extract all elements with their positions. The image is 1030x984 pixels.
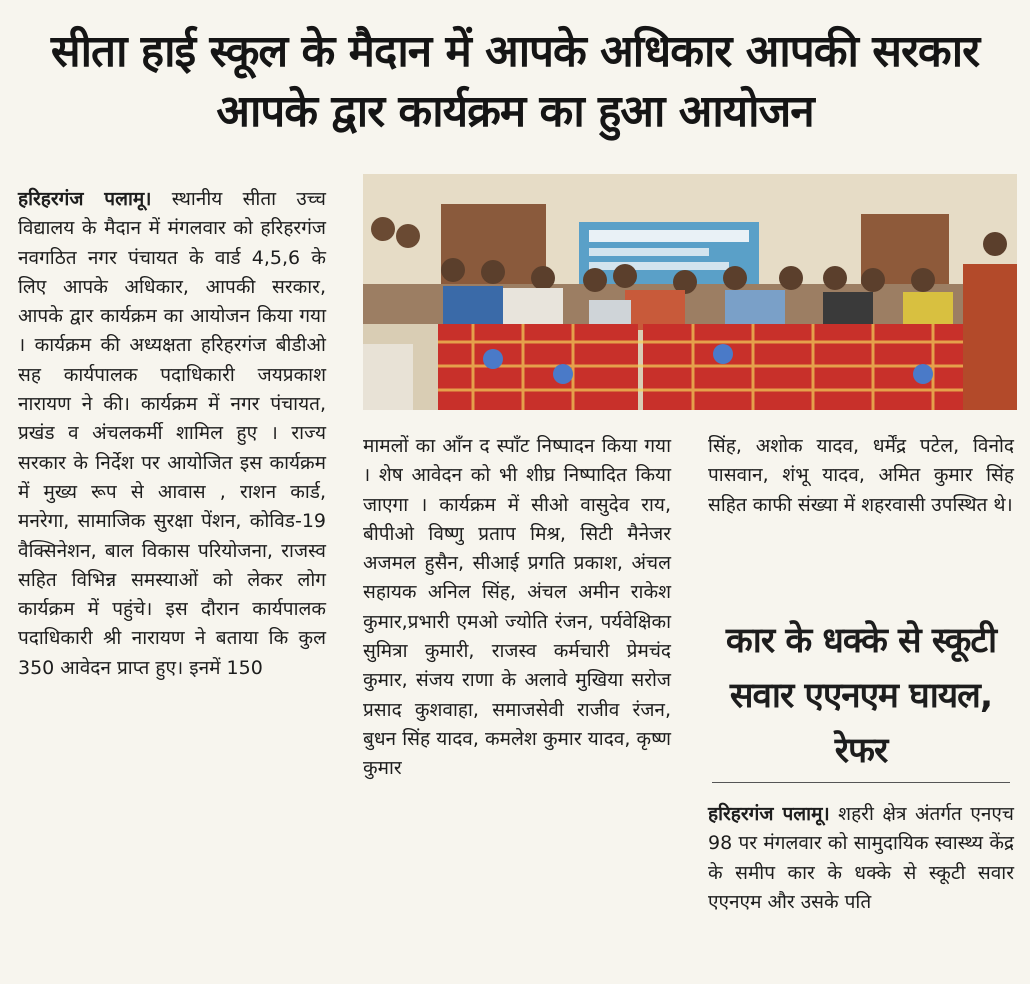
dateline: हरिहरगंज पलामू। [708,803,830,825]
article-text: सिंह, अशोक यादव, धर्मेंद्र पटेल, विनोद पासवान, शंभू यादव, अमित कुमार सिंह सहित काफी संख्या में शहरवासी उपस्थित थे। [708,435,1014,516]
dateline: हरिहरगंज पलामू। [18,188,152,210]
secondary-headline: कार के धक्के से स्कूटी सवार एएनएम घायल, रेफर [725,621,997,771]
story-column-2 [363,432,671,784]
story2-column [708,800,1014,917]
article-text: मामलों का आँन द स्पाँट निष्पादन किया गया । शेष आवेदन को भी शीघ्र निष्पादित किया जाएगा । कार्यक्रम में सीओ वासुदेव राय, बीपीओ विष्णु प्रताप मिश्र, सिटी मैनेजर अजमल हुसैन, सीआई प्रगति प्रकाश, अंचल सहायक अनिल सिंह, अंचल अमीन राकेश कुमार,प्रभारी एमओ ज्योति रंजन, पर्यवेक्षिका सुमित्रा कुमारी, राजस्व कर्मचारी प्रेमचंद कुमार, संजय राणा के अलावे मुखिया सरोज प्रसाद कुशवाहा, समाजसेवी राजीव रंजन, बुधन सिंह यादव, कमलेश कुमार यादव, कृष्ण कुमार [363,435,671,780]
main-headline: सीता हाई स्कूल के मैदान में आपके अधिकार आपकी सरकार आपके द्वार कार्यक्रम का हुआ आयोजन [50,26,980,137]
event-photo [363,174,1017,410]
divider [712,782,1010,783]
article-text: स्थानीय सीता उच्च विद्यालय के मैदान में मंगलवार को हरिहरगंज नवगठित नगर पंचायत के वार्ड 4,5,6 के लिए आपके अधिकार, आपकी सरकार, आपके द्वार कार्यक्रम का आयोजन किया गया । कार्यक्रम की अध्यक्षता हरिहरगंज बीडीओ सह कार्यपालक पदाधिकारी जयप्रकाश नारायण ने की। कार्यक्रम में नगर पंचायत, प्रखंड व अंचलकर्मी शामिल हुए । राज्य सरकार के निर्देश पर आयोजित इस कार्यक्रम में मुख्य रूप से आवास , राशन कार्ड, मनरेगा, सामाजिक सुरक्षा पेंशन, कोविड-19 वैक्सिनेशन, बाल विकास परियोजना, राजस्व सहित विभिन्न समस्याओं को लेकर लोग कार्यक्रम में पहुंचे। इस दौरान कार्यपालक पदाधिकारी श्री नारायण ने बताया कि कुल 350 आवेदन प्राप्त हुए। इनमें 150 [18,188,326,679]
story-column-1 [18,185,326,683]
story-column-3 [708,432,1014,520]
article-text: शहरी क्षेत्र अंतर्गत एनएच 98 पर मंगलवार को सामुदायिक स्वास्थ्य केंद्र के समीप कार के धक्के से स्कूटी सवार एएनएम और उसके पति [708,803,1014,913]
